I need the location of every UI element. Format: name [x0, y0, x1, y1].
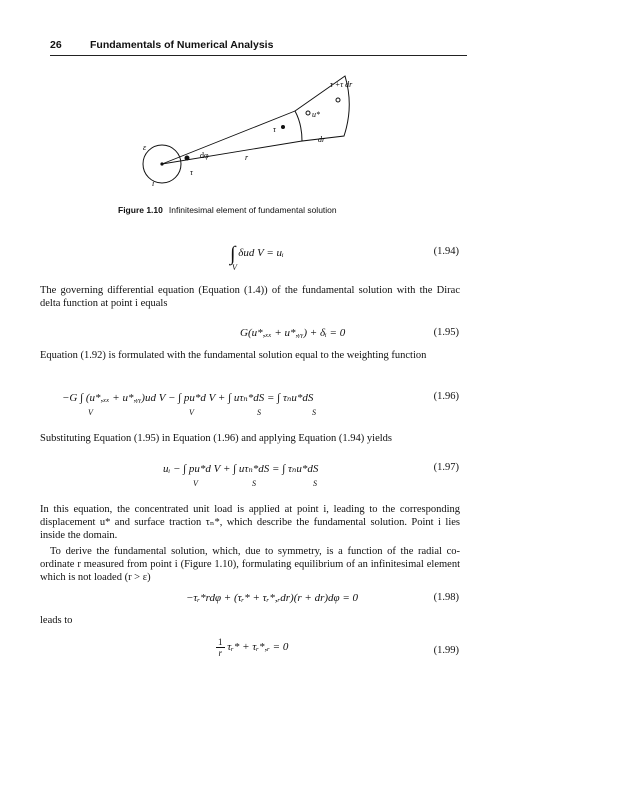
label-i: i: [152, 179, 155, 188]
caption-label: Figure 1.10: [118, 205, 163, 215]
label-dr: dr: [318, 135, 326, 144]
eq197-limit-2: S: [252, 479, 256, 488]
eq196-limit-1: V: [88, 408, 93, 417]
eq199-fraction: [216, 637, 225, 658]
paragraph-4: In this equation, the concentrated unit load is applied at point i, leading to the corresponding displacement u* and surface traction τₙ*, which describe the fundamental solution. Point i lies inside the domain.: [40, 504, 460, 541]
inner-traction-dot: [185, 156, 190, 161]
label-epsilon: ε: [143, 143, 147, 152]
eq196-limit-3: S: [257, 408, 261, 417]
eq199-body: τᵣ* + τᵣ*,ᵣ = 0: [227, 641, 289, 654]
label-tau-r-mid: τ: [273, 125, 276, 134]
paragraph-3: Substituting Equation (1.95) in Equation (1.96) and applying Equation (1.94) yields: [40, 433, 392, 444]
eq199-number: (1.99): [433, 645, 459, 656]
eq198-number: (1.98): [433, 592, 459, 603]
label-u-star: u*: [312, 110, 320, 119]
eq194-number: (1.94): [433, 246, 459, 257]
paragraph-1: The governing differential equation (Equation (1.4)) of the fundamental solution with the Dirac delta function at point i equals: [40, 285, 460, 309]
paragraph-2: Equation (1.92) is formulated with the fundamental solution equal to the weighting function: [40, 350, 427, 361]
eq196-body: −G ∫ (u*,ₓₓ + u*,ᵧᵧ)ud V − ∫ pu*d V + ∫ uτₙ*dS = ∫ τₙu*dS: [62, 392, 314, 404]
eq197-limit-3: S: [313, 479, 317, 488]
tau-dot: [281, 125, 285, 129]
outer-dot: [336, 98, 340, 102]
eq195-number: (1.95): [433, 327, 459, 338]
label-tau-top: τ +τ dr: [330, 80, 353, 89]
eq199-denominator: r: [218, 648, 222, 658]
eq194-limit: V: [232, 263, 237, 272]
eq197-body: uᵢ − ∫ pu*d V + ∫ uτₙ*dS = ∫ τₙu*dS: [163, 463, 319, 475]
eq198-body: −τᵣ*rdφ + (τᵣ* + τᵣ*,ᵣdr)(r + dr)dφ = 0: [186, 592, 359, 604]
paragraph-6: leads to: [40, 615, 73, 626]
label-tau-r: τ: [190, 168, 193, 177]
equation-1-99: [216, 637, 288, 658]
caption-text: Infinitesimal element of fundamental solution: [168, 205, 337, 215]
equation-1-97: [163, 462, 319, 488]
figure-1-10: [140, 62, 390, 202]
integral-sign: ∫: [230, 243, 236, 265]
book-title: Fundamentals of Numerical Analysis: [90, 39, 274, 51]
page-number: 26: [50, 39, 62, 51]
equation-1-94: [230, 243, 284, 272]
eq199-numerator: 1: [218, 637, 223, 647]
figure-caption: [118, 205, 337, 215]
element-lower-ray: [162, 141, 302, 164]
eq197-number: (1.97): [433, 462, 459, 473]
label-dphi: dφ: [200, 151, 209, 160]
u-star-dot: [306, 111, 310, 115]
eq196-limit-4: S: [312, 408, 316, 417]
element-upper-ray: [162, 111, 295, 164]
eq196-number: (1.96): [433, 391, 459, 402]
running-header: [50, 39, 467, 56]
paragraph-5: To derive the fundamental solution, which, due to symmetry, is a function of the radial co-ordinate r measured from point i (Figure 1.10), formulating equilibrium of an infinitesimal element which is not loaded (r > ε): [40, 546, 460, 583]
equation-1-95: [240, 327, 345, 339]
eq195-body: G(u*,ₓₓ + u*,ᵧᵧ) + δᵢ = 0: [240, 327, 346, 339]
eq194-body: δud V = uᵢ: [238, 247, 284, 259]
eq196-limit-2: V: [189, 408, 194, 417]
eq197-limit-1: V: [193, 479, 198, 488]
label-r: r: [245, 153, 249, 162]
equation-1-96: [62, 391, 316, 417]
equation-1-98: [186, 592, 358, 604]
